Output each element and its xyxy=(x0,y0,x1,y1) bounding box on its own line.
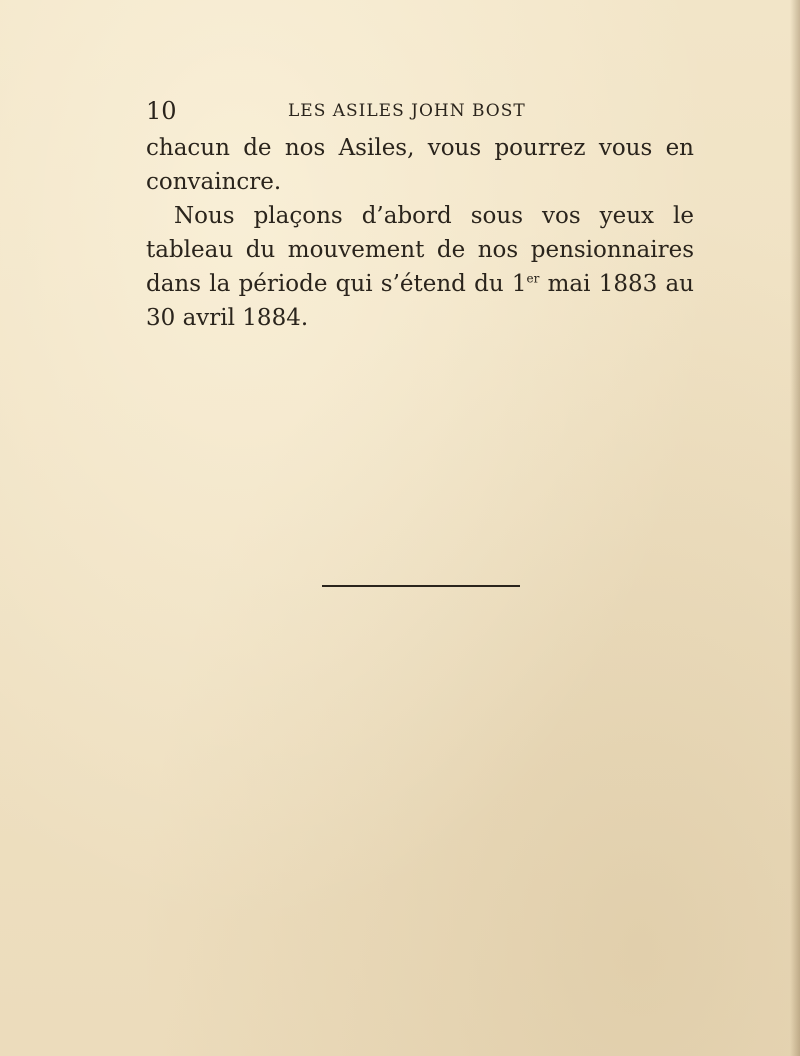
page-edge-shadow xyxy=(790,0,800,1056)
ordinal-superscript: er xyxy=(526,271,540,286)
section-divider-rule xyxy=(322,585,520,587)
paragraph-2 xyxy=(146,199,694,335)
paragraph-2-text-end: mai 1883 au 30 avril 1884. xyxy=(146,271,694,331)
body-text xyxy=(146,131,694,335)
running-title: LES ASILES JOHN BOST xyxy=(288,101,526,121)
paragraph-2-text-start: Nous plaçons d’abord sous vos yeux le tableau du mouvement de nos pensionnaires dans la période qui s’étend du 1 xyxy=(146,203,694,297)
page-number: 10 xyxy=(146,97,177,125)
paragraph-1: chacun de nos Asiles, vous pourrez vous en convaincre. xyxy=(146,135,694,195)
running-header xyxy=(146,96,696,126)
